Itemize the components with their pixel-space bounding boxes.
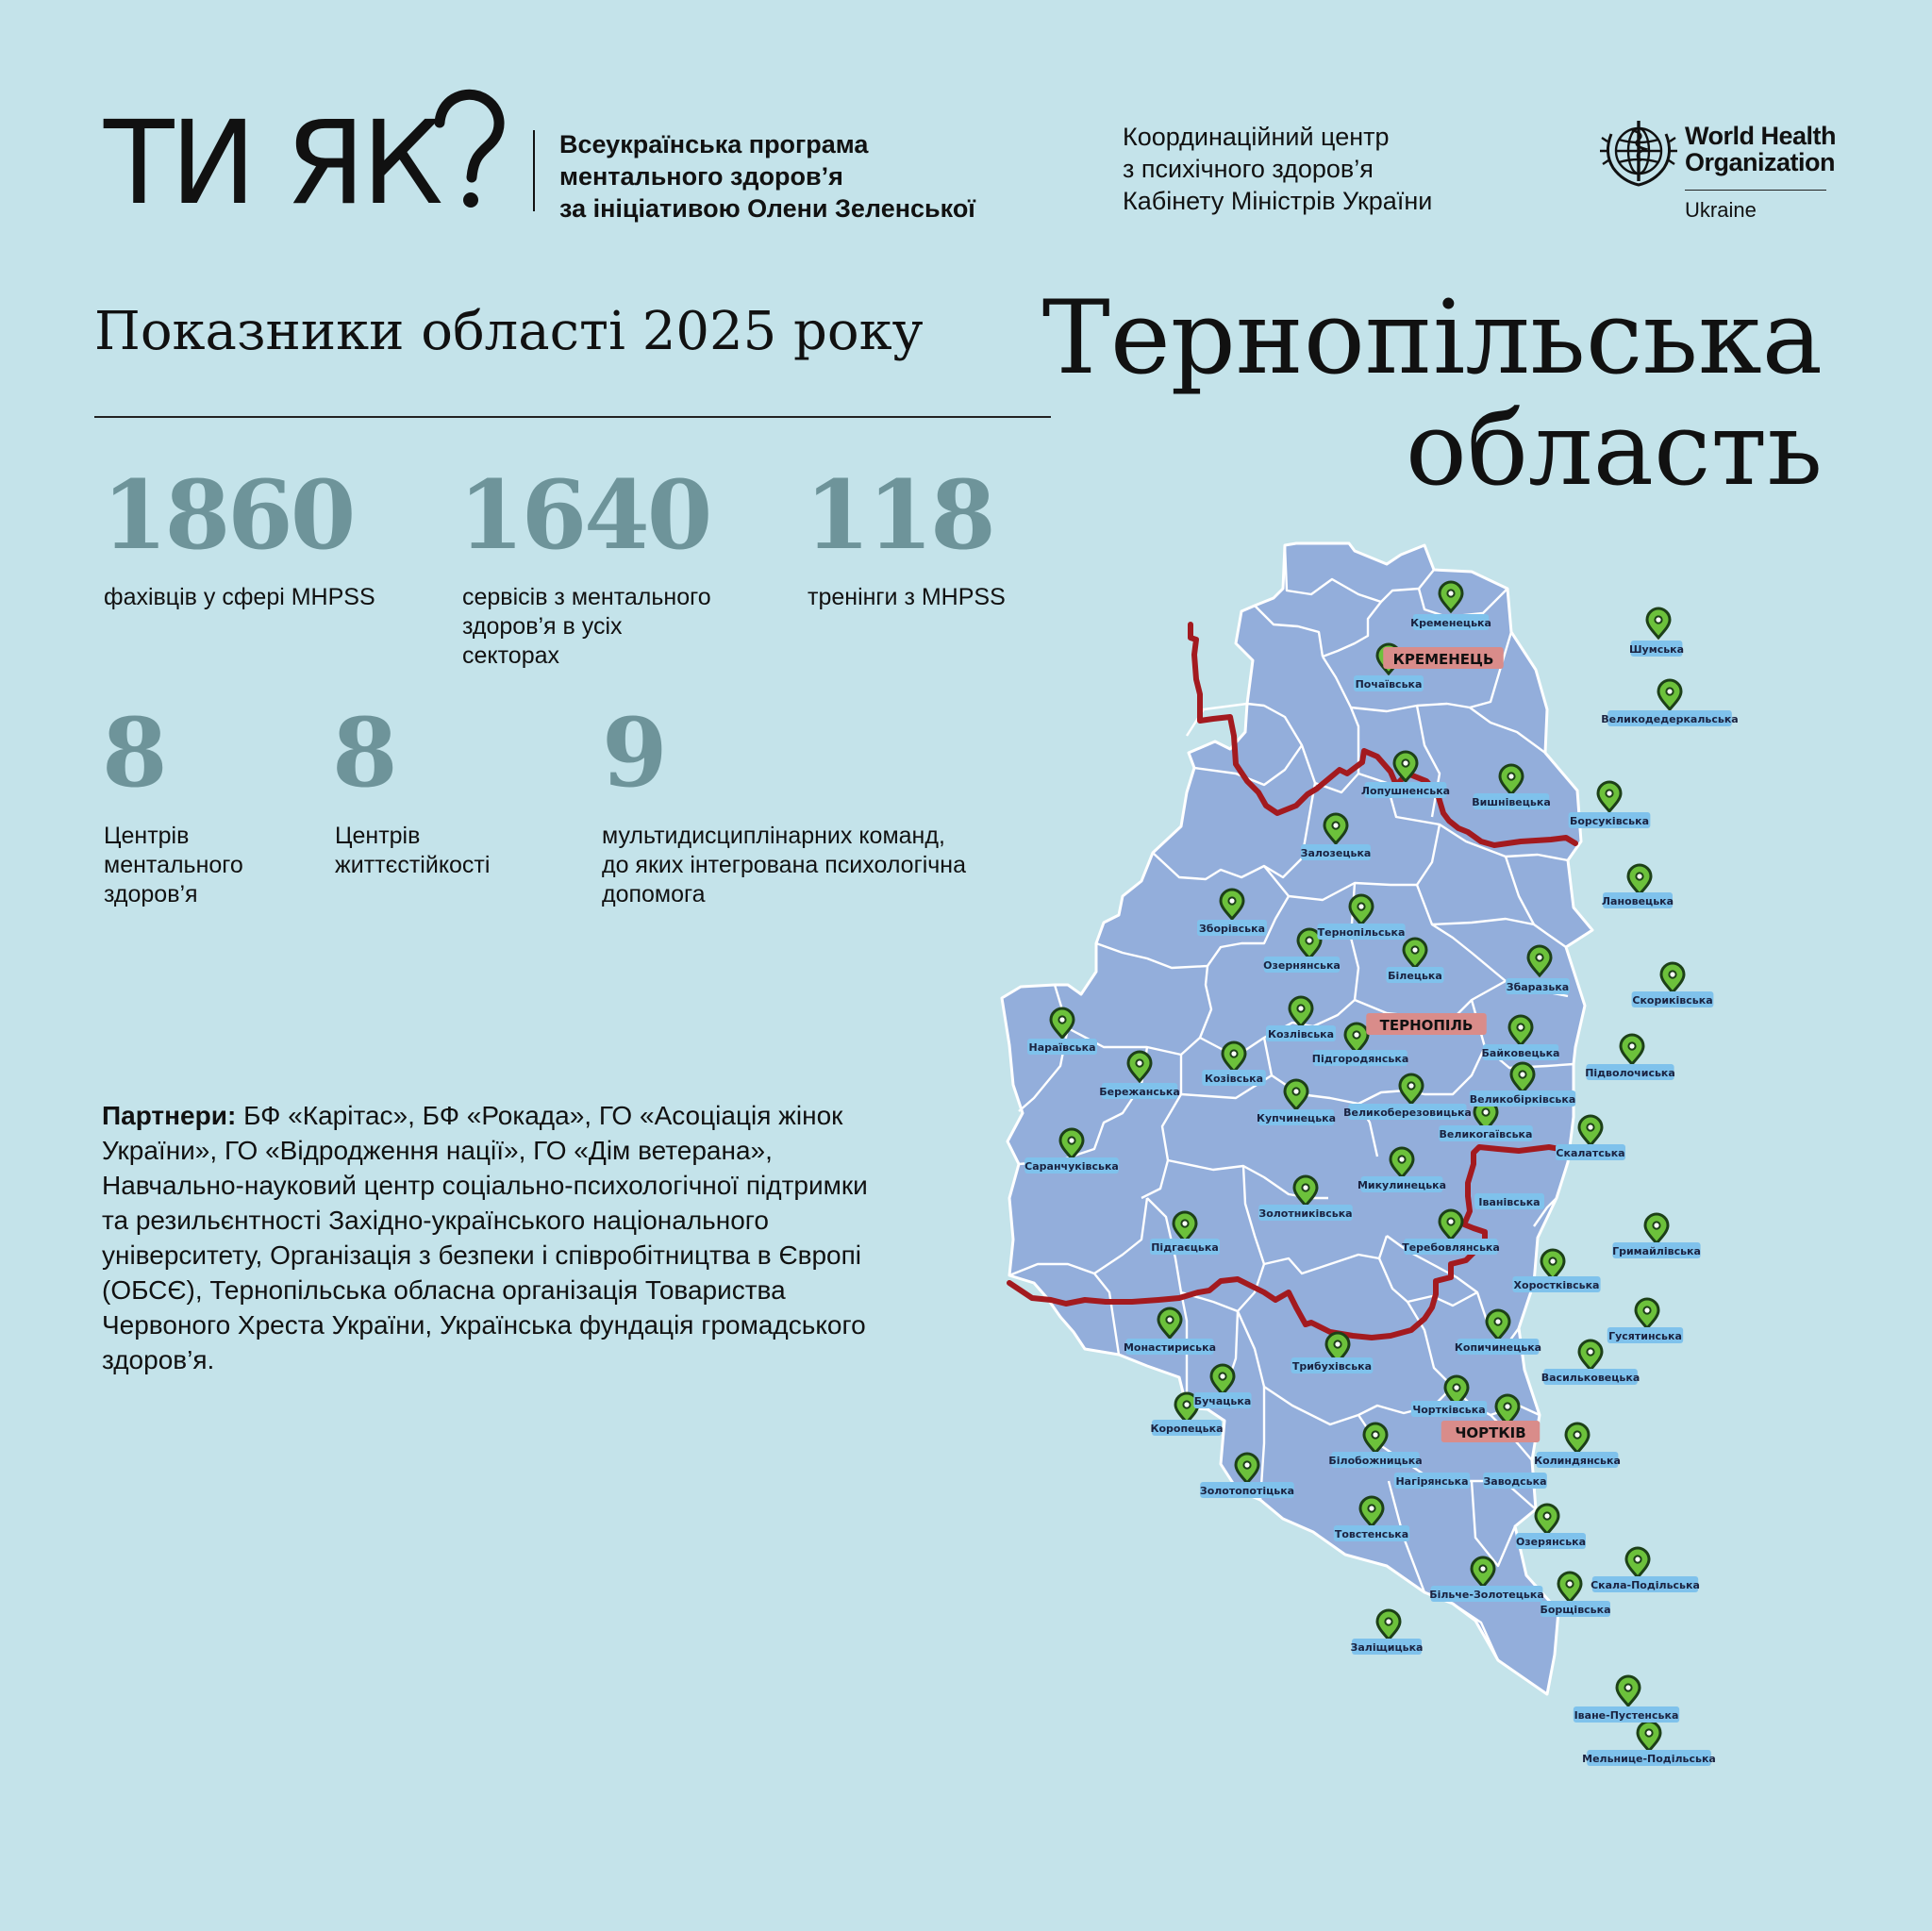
community-label: Великогаївська	[1439, 1128, 1533, 1140]
community-label: Іване-Пустенська	[1574, 1709, 1679, 1722]
program-description	[559, 128, 1031, 225]
community-label: Скориківська	[1632, 994, 1713, 1007]
community-label: Гусятинська	[1608, 1330, 1682, 1342]
community-label: Більче-Золотецька	[1429, 1589, 1544, 1601]
region-title	[1041, 279, 1823, 508]
stat-label-line: Центрів	[335, 823, 421, 849]
community-label: Коропецька	[1150, 1423, 1224, 1435]
community-label: Хоростківська	[1513, 1279, 1600, 1291]
who-name	[1685, 123, 1836, 175]
community-label: Золотопотіцька	[1199, 1485, 1295, 1497]
stat-label	[104, 822, 311, 909]
map-pin-icon	[1536, 1505, 1558, 1534]
who-divider	[1685, 190, 1826, 191]
stat-label-line: мультидисциплінарних команд,	[602, 823, 945, 849]
coordination-center	[1123, 121, 1519, 217]
district-center-label: ТЕРНОПІЛЬ	[1379, 1017, 1474, 1034]
community-label: Товстенська	[1334, 1528, 1409, 1540]
map-pin-icon	[1658, 680, 1681, 709]
community-label: Зборівська	[1198, 923, 1266, 935]
who-country: Ukraine	[1685, 198, 1757, 222]
map-pin-icon	[1645, 1214, 1668, 1243]
question-mark-logo-icon	[421, 87, 515, 211]
community-label: Заводська	[1483, 1475, 1547, 1488]
map-pin-icon	[1617, 1676, 1640, 1706]
community-label: Тернопільська	[1317, 926, 1406, 939]
community-label: Козлівська	[1267, 1028, 1335, 1040]
stat-label-line: Центрів	[104, 823, 190, 849]
program-line: ментального здоров’я	[559, 162, 843, 191]
partners-list: БФ «Карітас», БФ «Рокада», ГО «Асоціація жінок України», ГО «Відродження нації», ГО «Дім ветерана», Навчально-науковий центр соціально-психологічної підтримки та резильєнтності Західно-українського національного університету, Організація з безпеки і співробітництва в Європі (ОБСЄ), Тернопільська обласна організація Товариства Червоного Хреста України, Українська фундація громадського здоров’я.	[102, 1101, 868, 1374]
community-label: Великодедеркальська	[1601, 713, 1739, 725]
map-pin-icon	[1661, 963, 1684, 992]
map-pin-icon	[1621, 1035, 1643, 1064]
community-label: Монастириська	[1123, 1341, 1217, 1354]
community-label: Вишнівецька	[1472, 796, 1551, 808]
community-label: Козівська	[1204, 1073, 1264, 1085]
community-label: Нараївська	[1028, 1041, 1096, 1054]
community-label: Шумська	[1628, 643, 1685, 656]
community-label: Озернянська	[1263, 959, 1341, 972]
stat-label	[335, 822, 561, 880]
community-label: Лановецька	[1601, 895, 1674, 907]
map-pin-icon	[1541, 1250, 1564, 1279]
logo-wordmark: ТИ ЯК	[104, 96, 440, 230]
who-line: Organization	[1685, 148, 1836, 176]
community-label: Мельнице-Подільська	[1582, 1753, 1716, 1765]
map-pin-icon	[1636, 1299, 1658, 1328]
program-line: за ініціативою Олени Зеленської	[559, 194, 975, 223]
region-map	[981, 538, 1774, 1877]
community-label: Трибухівська	[1291, 1360, 1373, 1373]
community-label: Копичинецька	[1454, 1341, 1542, 1354]
stat-value: 8	[102, 697, 165, 808]
community-label: Залозецька	[1300, 847, 1372, 859]
stat-label-line: до яких інтегрована психологічна	[602, 852, 966, 878]
community-label: Бучацька	[1193, 1395, 1252, 1407]
community-label: Озерянська	[1515, 1536, 1587, 1548]
community-label: Борсуківська	[1569, 815, 1650, 827]
community-label: Підволочиська	[1585, 1067, 1675, 1079]
community-label: Колиндянська	[1534, 1455, 1621, 1467]
community-label: Чортківська	[1412, 1404, 1486, 1416]
community-label: Білобожницька	[1328, 1455, 1423, 1467]
map-pin-icon	[1558, 1573, 1581, 1602]
map-pin-icon	[1566, 1423, 1589, 1453]
stat-label-line: здоров’я	[104, 881, 198, 907]
community-label: Гримайлівська	[1612, 1245, 1701, 1257]
community-label: Іванівська	[1478, 1196, 1541, 1208]
community-label: Збаразька	[1506, 981, 1570, 993]
community-label: Нагірянська	[1395, 1475, 1469, 1488]
stat-label-line: життєстійкості	[335, 852, 491, 878]
coordination-line: з психічного здоров’я	[1123, 155, 1374, 183]
stat-value: 8	[332, 697, 395, 808]
coordination-line: Кабінету Міністрів України	[1123, 187, 1433, 215]
district-center-label: КРЕМЕНЕЦЬ	[1392, 651, 1494, 668]
map-pin-icon	[1377, 1610, 1400, 1640]
stat-label-line: допомога	[602, 881, 706, 907]
community-label: Скала-Подільська	[1591, 1579, 1700, 1591]
stat-label	[462, 583, 783, 671]
community-label: Теребовлянська	[1402, 1241, 1500, 1254]
community-label: Скалатська	[1556, 1147, 1625, 1159]
map-pin-icon	[1579, 1340, 1602, 1370]
map-pin-icon	[1626, 1548, 1649, 1577]
map-pin-icon	[1628, 865, 1651, 894]
community-label: Білецька	[1388, 970, 1442, 982]
community-label: Підгородянська	[1311, 1053, 1409, 1065]
community-label: Байковецька	[1481, 1047, 1560, 1059]
who-emblem-icon	[1598, 113, 1679, 191]
program-line: Всеукраїнська програма	[559, 130, 869, 158]
partners-heading: Партнери:	[102, 1101, 237, 1130]
stat-value: 118	[805, 459, 993, 571]
map-pin-icon	[1598, 782, 1621, 811]
stat-value: 1640	[458, 459, 710, 571]
page-subtitle: Показники області 2025 року	[94, 301, 924, 362]
map-pin-icon	[1579, 1116, 1602, 1145]
stat-value: 1860	[102, 459, 354, 571]
community-label: Великоберезовицька	[1343, 1107, 1472, 1119]
stat-value: 9	[602, 697, 665, 808]
community-label: Борщівська	[1540, 1604, 1611, 1616]
community-label: Великобірківська	[1469, 1093, 1576, 1106]
community-label: Микулинецька	[1357, 1179, 1447, 1191]
who-line: World Health	[1685, 122, 1837, 150]
stat-label-line: ментального	[104, 852, 243, 878]
district-center-label: ЧОРТКІВ	[1455, 1424, 1526, 1441]
community-label: Лопушненська	[1360, 785, 1451, 797]
map-pin-icon	[1647, 608, 1670, 638]
stat-label-line: тренінги з MHPSS	[808, 584, 1006, 610]
community-label: Почаївська	[1355, 678, 1423, 691]
stat-label	[104, 583, 425, 612]
map-pin-icon	[1638, 1722, 1660, 1751]
stat-label-line: сервісів з ментального	[462, 584, 711, 610]
community-label: Заліщицька	[1350, 1641, 1424, 1654]
community-label: Золотниківська	[1258, 1207, 1353, 1220]
logo-divider	[533, 130, 535, 211]
stat-label-line: фахівців у сфері MHPSS	[104, 584, 375, 610]
community-label: Васильковецька	[1541, 1372, 1641, 1384]
community-label: Кременецька	[1410, 617, 1491, 629]
community-label: Купчинецька	[1256, 1112, 1337, 1124]
stat-label-line: секторах	[462, 642, 560, 669]
subtitle-rule	[94, 416, 1051, 418]
region-title-line: область	[1405, 391, 1823, 508]
stat-label-line: здоров’я в усіх	[462, 613, 623, 640]
community-label: Бережанська	[1099, 1086, 1180, 1098]
coordination-line: Координаційний центр	[1123, 123, 1390, 151]
partners-text	[102, 1098, 894, 1377]
community-label: Саранчуківська	[1024, 1160, 1119, 1173]
community-label: Підгаєцька	[1151, 1241, 1219, 1254]
region-title-line: Тернопільська	[1041, 279, 1823, 397]
